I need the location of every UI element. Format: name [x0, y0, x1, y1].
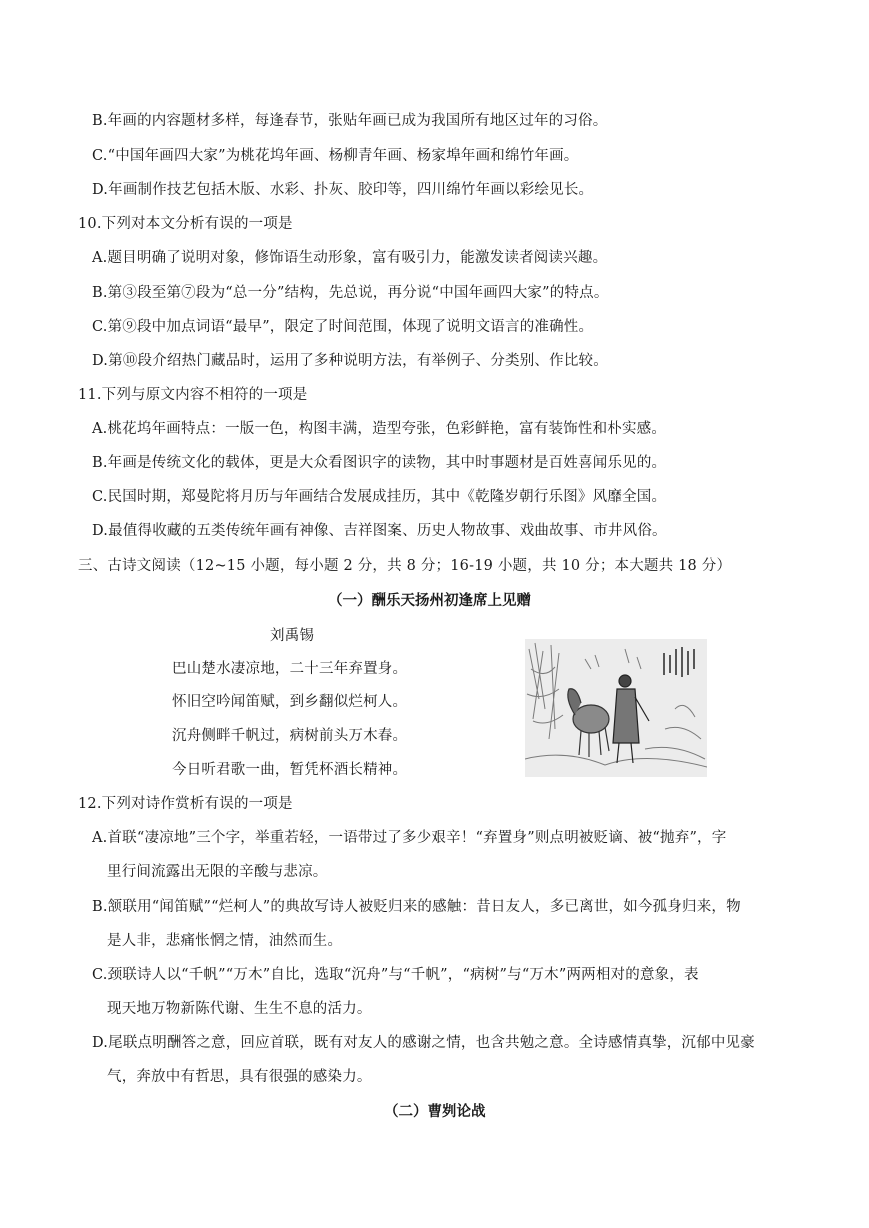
q9-option-c: C.“中国年画四大家”为桃花坞年画、杨柳青年画、杨家埠年画和绵竹年画。 — [92, 148, 579, 164]
q12-option-a-line-1: A.首联“凄凉地”三个字，举重若轻，一语带过了多少艰辛！“弃置身”则点明被贬谪、被“抛弃”，字 — [92, 830, 727, 846]
q10-option-c: C.第⑨段中加点词语“最早”，限定了时间范围，体现了说明文语言的准确性。 — [92, 319, 594, 335]
poem-line-4: 今日听君歌一曲，暂凭杯酒长精神。 — [172, 762, 408, 778]
section-3-heading: 三、古诗文阅读（12~15 小题，每小题 2 分，共 8 分；16-19 小题，共 10 分；本大题共 18 分） — [78, 558, 732, 574]
poem-line-2: 怀旧空吟闻笛赋，到乡翻似烂柯人。 — [172, 694, 408, 710]
q9-option-d: D.年画制作技艺包括木版、水彩、扑灰、胶印等，四川绵竹年画以彩绘见长。 — [92, 182, 594, 198]
section-2-title: （二）曹刿论战 — [384, 1104, 486, 1120]
q9-option-b: B.年画的内容题材多样，每逢春节，张贴年画已成为我国所有地区过年的习俗。 — [92, 113, 608, 129]
q11-option-c: C.民国时期，郑曼陀将月历与年画结合发展成挂历，其中《乾隆岁朝行乐图》风靡全国。 — [92, 489, 667, 505]
q10-option-d: D.第⑩段介绍热门藏品时，运用了多种说明方法，有举例子、分类别、作比较。 — [92, 353, 608, 369]
q10-option-a: A.题目明确了说明对象，修饰语生动形象，富有吸引力，能激发读者阅读兴趣。 — [92, 250, 608, 266]
q12-option-d-line-1: D.尾联点明酬答之意，回应首联，既有对友人的感谢之情，也含共勉之意。全诗感情真挚，沉郁中见豪 — [92, 1035, 755, 1051]
poem-line-1: 巴山楚水凄凉地，二十三年弃置身。 — [172, 661, 408, 677]
q12-option-b-line-2: 是人非，悲痛怅惘之情，油然而生。 — [107, 933, 343, 949]
q12-option-a-line-2: 里行间流露出无限的辛酸与悲凉。 — [107, 864, 328, 880]
q11-option-b: B.年画是传统文化的载体，更是大众看图识字的读物，其中时事题材是百姓喜闻乐见的。 — [92, 455, 667, 471]
poem-author: 刘禹锡 — [270, 628, 315, 644]
q10-stem: 10.下列对本文分析有误的一项是 — [78, 216, 293, 232]
q10-option-b: B.第③段至第⑦段为“总一分”结构，先总说，再分说“中国年画四大家”的特点。 — [92, 285, 609, 301]
q12-option-c-line-1: C.颈联诗人以“千帆”“万木”自比，选取“沉舟”与“千帆”，“病树”与“万木”两两相对的意象，表 — [92, 967, 699, 983]
q11-stem: 11.下列与原文内容不相符的一项是 — [78, 387, 308, 403]
poem-illustration — [525, 639, 707, 777]
q12-stem: 12.下列对诗作赏析有误的一项是 — [78, 796, 293, 812]
poem-line-3: 沉舟侧畔千帆过，病树前头万木春。 — [172, 728, 408, 744]
q11-option-d: D.最值得收藏的五类传统年画有神像、吉祥图案、历史人物故事、戏曲故事、市井风俗。 — [92, 523, 667, 539]
q11-option-a: A.桃花坞年画特点：一版一色，构图丰满，造型夸张，色彩鲜艳，富有装饰性和朴实感。 — [92, 421, 667, 437]
poem-title: （一）酬乐天扬州初逢席上见赠 — [328, 593, 531, 609]
q12-option-c-line-2: 现天地万物新陈代谢、生生不息的活力。 — [107, 1001, 372, 1017]
q12-option-d-line-2: 气，奔放中有哲思，具有很强的感染力。 — [107, 1069, 372, 1085]
q12-option-b-line-1: B.颔联用“闻笛赋”“烂柯人”的典故写诗人被贬归来的感触：昔日友人，多已离世，如今孤身归来，物 — [92, 899, 741, 915]
